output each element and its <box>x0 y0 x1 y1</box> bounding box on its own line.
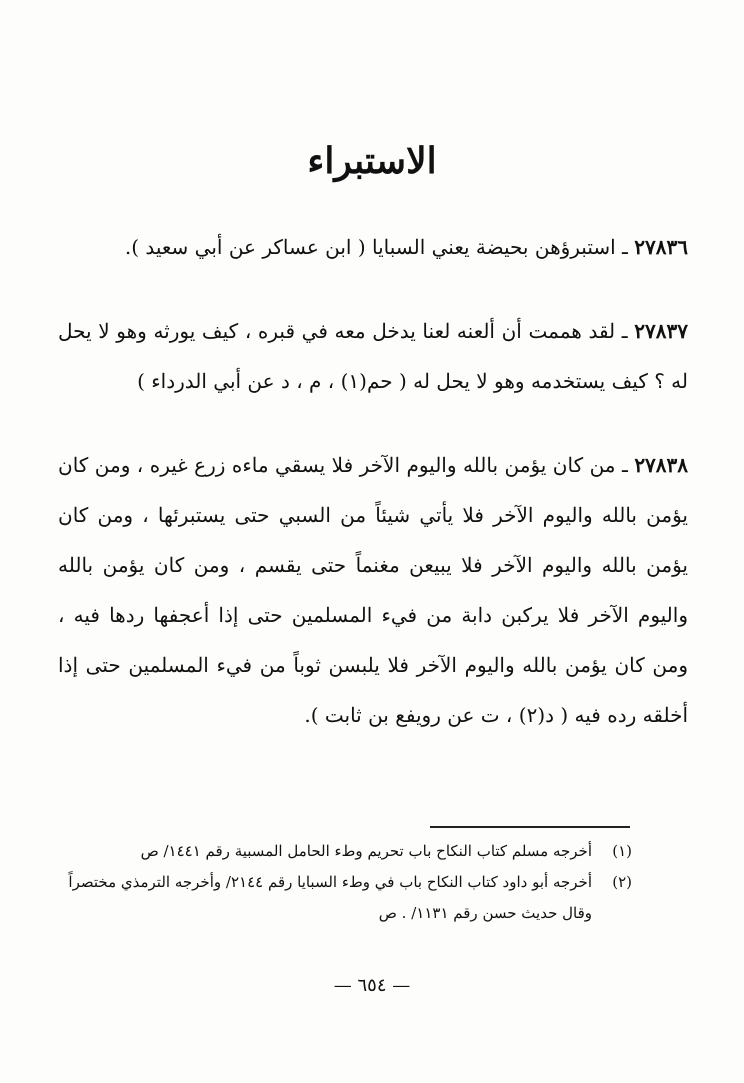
hadith-text: من كان يؤمن بالله واليوم الآخر فلا يسقي ماءه زرع غيره ، ومن كان يؤمن بالله واليوم الآخر فلا يأتي شيئاً من السبي حتى يستبرئها ، ومن كان يؤمن بالله واليوم الآخر فلا يبيعن مغنماً حتى يقسم ، ومن كان يؤمن بالله واليوم الآخر فلا يركبن دابة من فيء المسلمين حتى إذا أعجفها ردها فيه ، ومن كان يؤمن بالله واليوم الآخر فلا يلبسن ثوباً من فيء المسلمين حتى إذا أخلقه رده فيه ( د(٢) ، ت عن رويفع بن ثابت ). <box>58 453 688 727</box>
hadith-entry <box>58 440 688 740</box>
hadith-entry <box>58 306 688 406</box>
hadith-dash: ـ <box>615 453 628 477</box>
hadith-number: ٢٧٨٣٧ <box>634 319 689 343</box>
page-number: — ٦٥٤ — <box>333 975 411 996</box>
hadith-number: ٢٧٨٣٦ <box>634 235 688 259</box>
footnotes <box>60 836 632 929</box>
chapter-title: الاستبراء <box>307 140 437 182</box>
hadith-number: ٢٧٨٣٨ <box>634 453 689 477</box>
hadith-dash: ـ <box>615 319 628 343</box>
hadith-entry <box>58 222 688 272</box>
hadith-text: استبرؤهن بحيضة يعني السبايا ( ابن عساكر عن أبي سعيد ). <box>124 235 616 259</box>
footnote-mark: (٢) <box>612 873 632 891</box>
footnote-mark: (١) <box>612 842 632 860</box>
hadith-list <box>58 222 688 740</box>
hadith-dash: ـ <box>615 235 628 259</box>
hadith-text: لقد هممت أن ألعنه لعنا يدخل معه في قبره ، كيف يورثه وهو لا يحل له ؟ كيف يستخدمه وهو لا يحل له ( حم(١) ، م ، د عن أبي الدرداء ) <box>58 319 688 393</box>
footnote <box>60 836 632 867</box>
footnote-text: أخرجه مسلم كتاب النكاح باب تحريم وطء الحامل المسبية رقم ١٤٤١/ ص <box>140 842 592 860</box>
footnote-text: أخرجه أبو داود كتاب النكاح باب في وطء السبايا رقم ٢١٤٤/ وأخرجه الترمذي مختصراً وقال حديث حسن رقم ١١٣١/ . ص <box>68 873 592 922</box>
footnote <box>60 867 632 929</box>
footnote-divider <box>430 826 630 828</box>
